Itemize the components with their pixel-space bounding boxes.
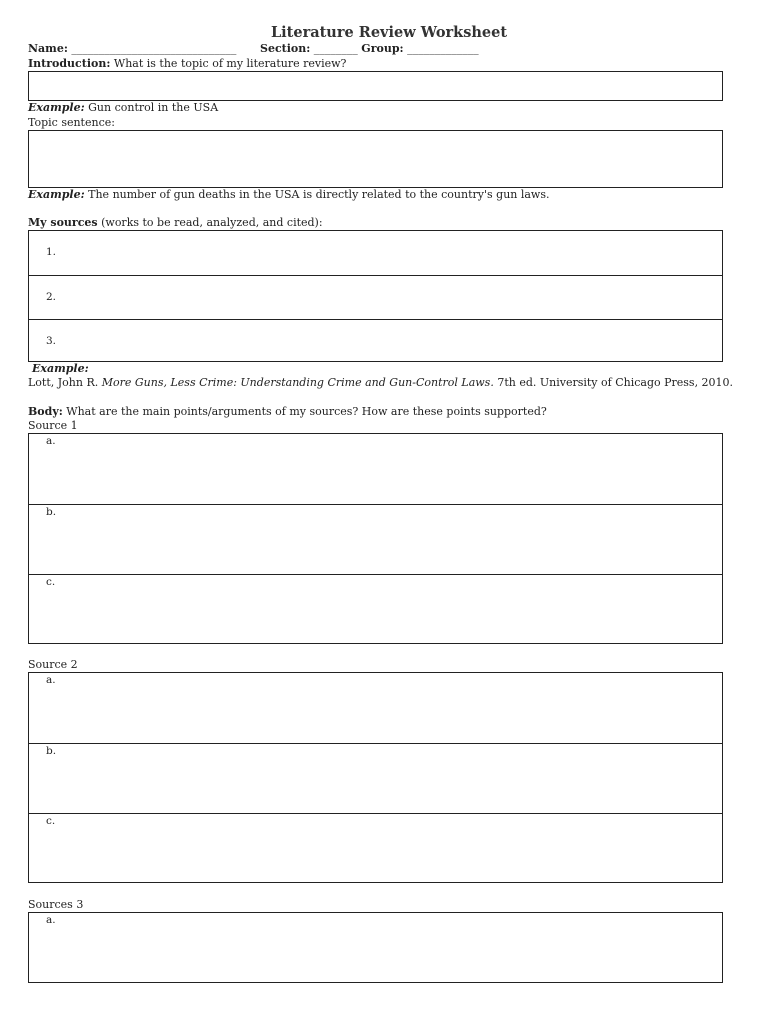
point-letter: a. xyxy=(46,914,56,926)
topic-sentence-answer-box[interactable] xyxy=(28,130,723,188)
sources-table xyxy=(28,230,723,362)
introduction-example xyxy=(28,101,218,115)
source2-point-row[interactable] xyxy=(29,813,722,884)
page-title: Literature Review Worksheet xyxy=(270,24,508,41)
sources-example-label xyxy=(32,362,89,376)
introduction-prompt xyxy=(28,57,346,71)
point-letter: b. xyxy=(46,745,57,757)
body-prompt xyxy=(28,405,547,419)
source-row[interactable] xyxy=(29,319,722,364)
topic-example-text: The number of gun deaths in the USA is directly related to the country's gun laws. xyxy=(84,188,550,201)
source2-label: Source 2 xyxy=(28,658,78,671)
source2-point-row[interactable] xyxy=(29,673,722,743)
sources-label: My sources xyxy=(28,216,98,229)
point-letter: c. xyxy=(46,815,56,827)
body-question: What are the main points/arguments of my sources? How are these points supported? xyxy=(62,405,547,418)
introduction-example-label: Example: xyxy=(28,101,85,114)
sources-example-label-text: Example: xyxy=(32,362,89,375)
source3-table xyxy=(28,912,723,983)
source1-table xyxy=(28,433,723,644)
body-label: Body: xyxy=(28,405,63,418)
sources-note: (works to be read, analyzed, and cited): xyxy=(97,216,323,229)
introduction-question: What is the topic of my literature review? xyxy=(110,57,347,70)
source-row[interactable] xyxy=(29,231,722,275)
section-label: Section: xyxy=(260,42,311,55)
source-row-number: 2. xyxy=(46,291,57,303)
point-letter: c. xyxy=(46,576,56,588)
source3-label: Sources 3 xyxy=(28,898,84,911)
source-row[interactable] xyxy=(29,275,722,320)
section-field[interactable]: ________ xyxy=(313,42,358,55)
source-row-number: 1. xyxy=(46,246,57,258)
introduction-example-text: Gun control in the USA xyxy=(84,101,219,114)
source2-table xyxy=(28,672,723,883)
group-field[interactable]: _____________ xyxy=(407,42,479,55)
source1-point-row[interactable] xyxy=(29,574,722,645)
name-line xyxy=(28,42,236,56)
citation-title: More Guns, Less Crime: Understanding Crime and Gun-Control Laws. xyxy=(101,376,494,389)
source1-label: Source 1 xyxy=(28,419,78,432)
sources-prompt xyxy=(28,216,323,230)
point-letter: b. xyxy=(46,506,57,518)
source1-point-row[interactable] xyxy=(29,434,722,504)
citation-publication: 7th ed. University of Chicago Press, 2010. xyxy=(493,376,734,389)
source2-point-row[interactable] xyxy=(29,743,722,814)
topic-example-label: Example: xyxy=(28,188,85,201)
topic-sentence-label: Topic sentence: xyxy=(28,116,115,129)
group-label: Group: xyxy=(361,42,404,55)
source1-point-row[interactable] xyxy=(29,504,722,575)
topic-sentence-example xyxy=(28,188,550,202)
source3-point-row[interactable] xyxy=(29,913,722,983)
introduction-label: Introduction: xyxy=(28,57,111,70)
introduction-answer-box[interactable] xyxy=(28,71,723,101)
sources-example-citation xyxy=(28,376,733,390)
name-field[interactable]: ______________________________ xyxy=(71,42,237,55)
point-letter: a. xyxy=(46,435,56,447)
source-row-number: 3. xyxy=(46,335,57,347)
section-group-line xyxy=(260,42,479,56)
name-label: Name: xyxy=(28,42,68,55)
citation-author: Lott, John R. xyxy=(28,376,102,389)
point-letter: a. xyxy=(46,674,56,686)
